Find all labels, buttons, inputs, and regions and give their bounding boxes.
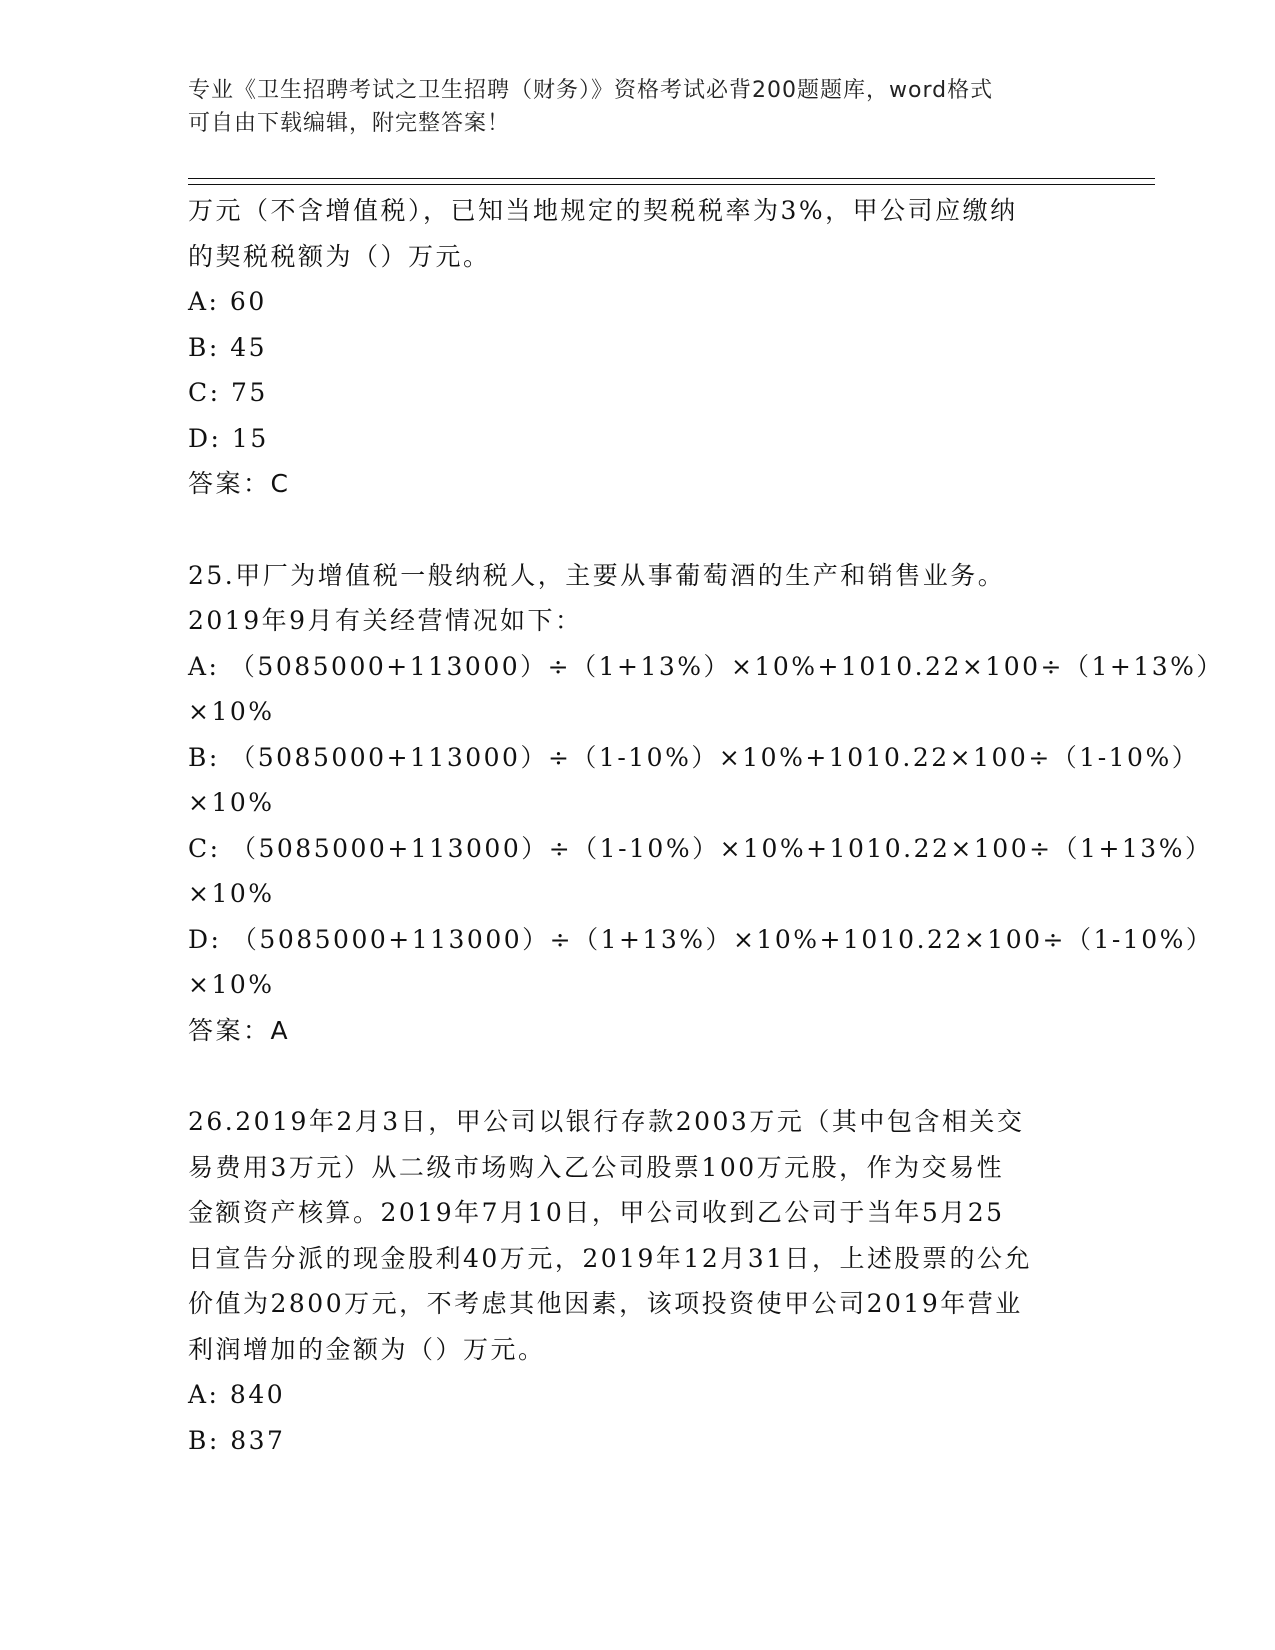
spacer xyxy=(188,507,1088,553)
option-d: D: 15 xyxy=(188,423,269,453)
option-b: B: 837 xyxy=(188,1425,286,1455)
question-26 xyxy=(188,1099,1088,1463)
question-stem-line: 价值为2800万元，不考虑其他因素，该项投资使甲公司2019年营业 xyxy=(188,1289,1023,1318)
header-line-2: 可自由下载编辑，附完整答案！ xyxy=(188,111,511,136)
answer-label: 答案：C xyxy=(188,469,291,498)
question-stem-line: 易费用3万元）从二级市场购入乙公司股票100万元股，作为交易性 xyxy=(188,1152,1005,1182)
spacer xyxy=(188,1053,1088,1099)
question-stem-line: 26.2019年2月3日，甲公司以银行存款2003万元（其中包含相关交 xyxy=(188,1107,1025,1136)
header-divider-bottom xyxy=(188,184,1155,185)
question-stem-line: 利润增加的金额为（）万元。 xyxy=(188,1334,546,1364)
option-c-continued: ×10% xyxy=(188,879,275,908)
option-b: B: （5085000+113000）÷（1-10%）×10%+1010.22×100÷（1-10%） xyxy=(188,742,1200,772)
option-b-continued: ×10% xyxy=(188,788,275,817)
option-a: A: 840 xyxy=(188,1380,286,1409)
option-c: C: （5085000+113000）÷（1-10%）×10%+1010.22×100÷（1+13%） xyxy=(188,833,1213,863)
question-stem-line: 2019年9月有关经营情况如下： xyxy=(188,606,583,635)
question-stem-line: 的契税税额为（）万元。 xyxy=(188,241,491,271)
option-a: A: （5085000+113000）÷（1+13%）×10%+1010.22×100÷（1+13%） xyxy=(188,651,1224,681)
question-stem-line: 金额资产核算。2019年7月10日，甲公司收到乙公司于当年5月25 xyxy=(188,1198,1005,1227)
option-a-continued: ×10% xyxy=(188,697,275,726)
option-a: A: 60 xyxy=(188,287,267,316)
question-24 xyxy=(188,188,1088,507)
question-stem-line: 日宣告分派的现金股利40万元，2019年12月31日，上述股票的公允 xyxy=(188,1243,1033,1273)
header-divider-top xyxy=(188,178,1155,179)
question-stem-line: 万元（不含增值税），已知当地规定的契税税率为3%，甲公司应缴纳 xyxy=(188,196,1018,225)
answer-label: 答案：A xyxy=(188,1015,291,1045)
question-25 xyxy=(188,553,1224,1054)
question-stem-line: 25.甲厂为增值税一般纳税人，主要从事葡萄酒的生产和销售业务。 xyxy=(188,560,1006,590)
option-b: B: 45 xyxy=(188,332,268,362)
option-d-continued: ×10% xyxy=(188,970,275,999)
option-d: D: （5085000+113000）÷（1+13%）×10%+1010.22×100÷（1-10%） xyxy=(188,924,1214,954)
document-header xyxy=(188,74,1068,140)
document-body xyxy=(188,188,1224,1463)
option-c: C: 75 xyxy=(188,378,268,407)
header-line-1: 专业《卫生招聘考试之卫生招聘（财务）》资格考试必背200题题库，word格式 xyxy=(188,78,994,103)
